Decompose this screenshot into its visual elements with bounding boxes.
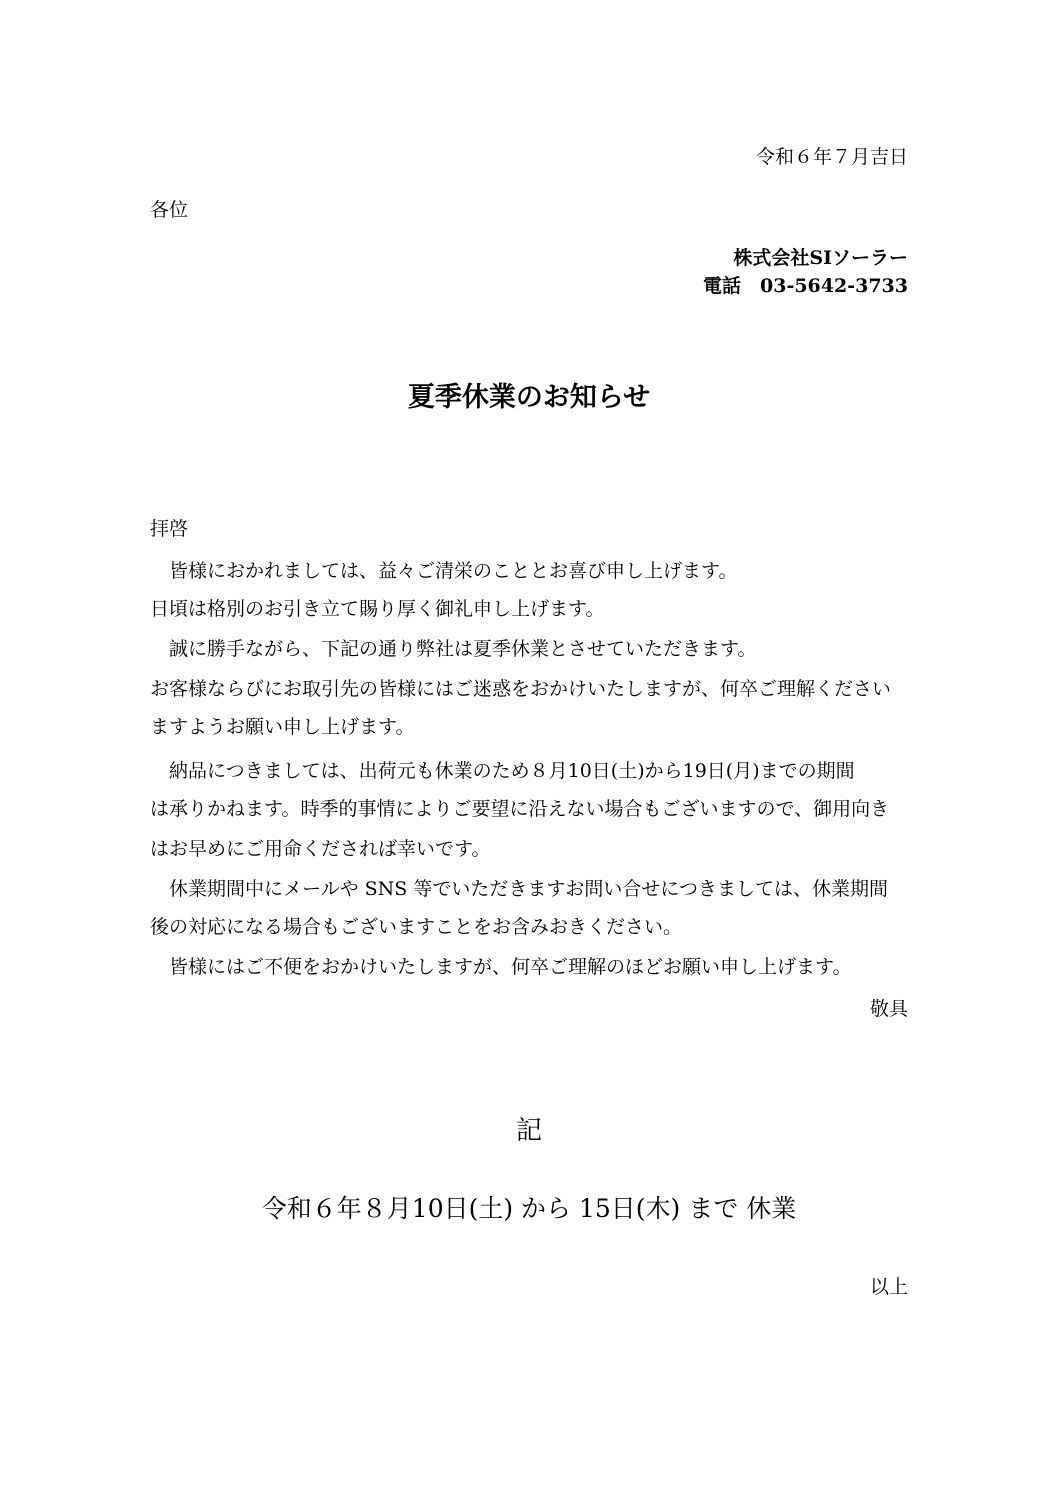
company-phone: 電話 03-5642-3733: [703, 275, 908, 297]
body-line: 日頃は格別のお引き立て賜り厚く御礼申し上げます。: [150, 598, 605, 620]
body-line: はお早めにご用命くだされば幸いです。: [150, 838, 491, 860]
body-line: 後の対応になる場合もございますことをお含みおきください。: [150, 916, 683, 938]
closing-keigu: 敬具: [869, 998, 908, 1020]
end-ijou: 以上: [869, 1276, 908, 1298]
body-line: 皆様におかれましては、益々ご清栄のこととお喜び申し上げます。: [150, 560, 738, 582]
body-line: は承りかねます。時季的事情によりご要望に沿えない場合もございますので、御用向き: [150, 798, 890, 820]
holiday-period: 令和６年８月10日(土) から 15日(木) まで 休業: [261, 1194, 797, 1223]
document-date: 令和６年７月吉日: [755, 146, 908, 168]
ki-heading: 記: [515, 1116, 542, 1146]
body-line: 休業期間中にメールや SNS 等でいただきますお問い合せにつきましては、休業期間: [150, 878, 888, 900]
greeting-haikei: 拝啓: [150, 518, 189, 540]
notice-title: 夏季休業のお知らせ: [407, 382, 651, 413]
body-line: お客様ならびにお取引先の皆様にはご迷惑をおかけいたしますが、何卒ご理解ください: [150, 678, 892, 700]
body-line: 納品につきましては、出荷元も休業のため８月10日(土)から19日(月)までの期間: [150, 760, 855, 782]
body-line: 誠に勝手ながら、下記の通り弊社は夏季休業とさせていただきます。: [150, 638, 757, 660]
body-line: ますようお願い申し上げます。: [150, 716, 415, 738]
company-name: 株式会社SIソーラー: [733, 247, 908, 269]
body-line: 皆様にはご不便をおかけいたしますが、何卒ご理解のほどお願い申し上げます。: [150, 956, 852, 978]
addressee: 各位: [150, 199, 189, 221]
